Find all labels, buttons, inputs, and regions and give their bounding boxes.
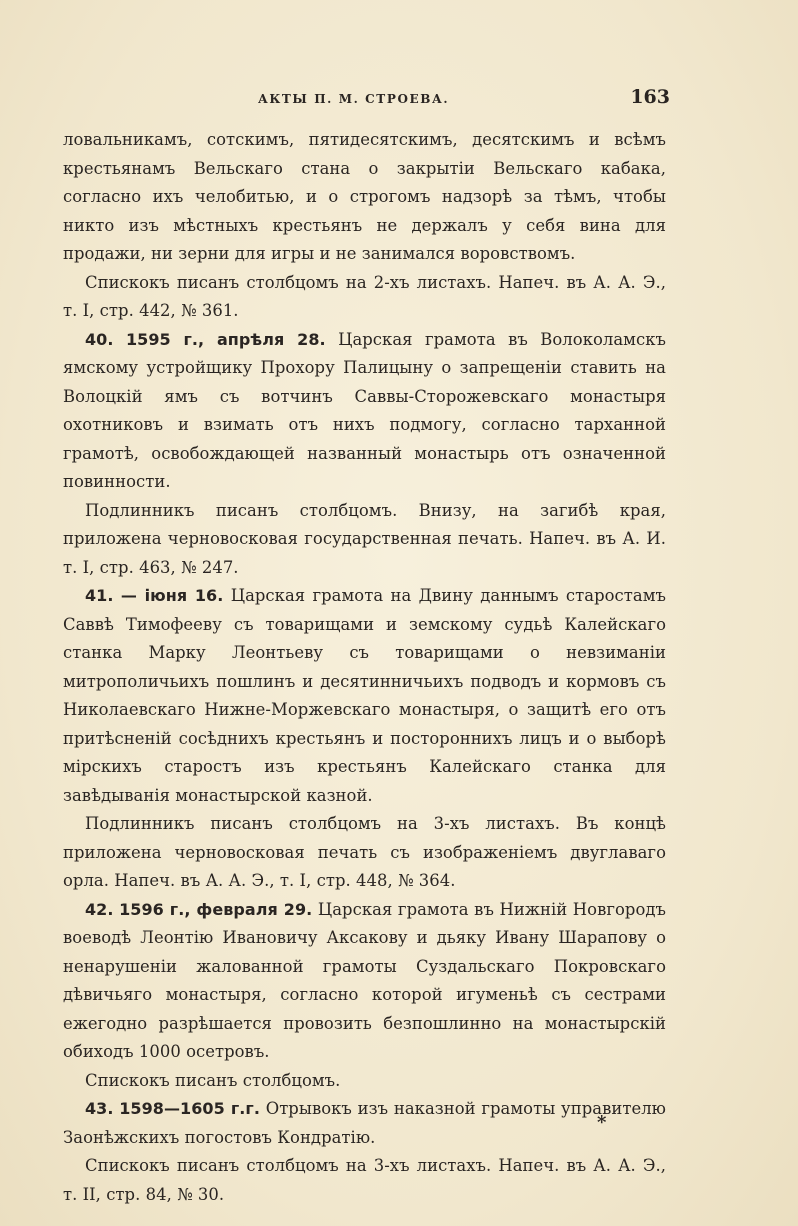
source-note: Спискокъ писанъ столбцомъ на 2-хъ листахъ. Напеч. въ А. А. Э., т. I, стр. 442, № 361. (63, 272, 666, 320)
entry-41: 41. — іюня 16. Царская грамота на Двину даннымъ старостамъ Саввѣ Тимофееву съ товарищами и земскому судьѣ Калейскаго станка Марку Леонтьеву съ товарищами о невзиманіи митрополичьихъ пошлинъ и десятинничьихъ подводъ и кормовъ съ Николаевскаго Нижне-Моржевскаго монастыря, о защитѣ его отъ притѣсненій сосѣднихъ крестьянъ и постороннихъ лицъ и о выборѣ мірскихъ старостъ изъ крестьянъ Калейскаго станка для завѣдыванія монастырской казной. (63, 586, 666, 805)
source-note: Подлинникъ писанъ столбцомъ. Внизу, на загибѣ края, приложена черновосковая государственная печать. Напеч. въ А. И. т. I, стр. 463, № 247. (63, 500, 666, 577)
entry-date: 1598—1605 г.г. (119, 1099, 260, 1118)
source-note: Спискокъ писанъ столбцомъ. (85, 1070, 341, 1090)
body-text (63, 126, 666, 1209)
entry-date: 1596 г., февраля 29. (119, 899, 313, 919)
entry-number: 40. (85, 329, 114, 349)
page-number: 163 (630, 86, 670, 108)
source-note: Подлинникъ писанъ столбцомъ на 3-хъ листахъ. Въ концѣ приложена черновосковая печать съ изображеніемъ двуглаваго орла. Напеч. въ А. А. Э., т. I, стр. 448, № 364. (63, 814, 666, 890)
entry-number: 42. (85, 899, 114, 919)
source-note: Спискокъ писанъ столбцомъ на 3-хъ листахъ. Напеч. въ А. А. Э., т. II, стр. 84, № 30. (63, 1156, 666, 1204)
entry-date: — іюня 16. (120, 586, 224, 605)
asterisk-mark: * (597, 1112, 607, 1133)
entry-43: 43. 1598—1605 г.г. Отрывокъ изъ наказной грамоты управителю Заонѣжскихъ погостовъ Кондратію. (63, 1099, 666, 1147)
entry-number: 41. (85, 586, 114, 605)
running-title: АКТЫ П. М. СТРОЕВА. (258, 92, 450, 106)
entry-date: 1595 г., апрѣля 28. (125, 329, 326, 349)
paragraph-continuation: ловальникамъ, сотскимъ, пятидесятскимъ, десятскимъ и всѣмъ крестьянамъ Вельскаго стана о закрытіи Вельскаго кабака, согласно ихъ челобитью, и о строгомъ надзорѣ за тѣмъ, чтобы никто изъ мѣстныхъ крестьянъ не держалъ у себя вина для продажи, ни зерни для игры и не занимался воровствомъ. (63, 130, 666, 263)
entry-number: 43. (85, 1099, 114, 1118)
page-header (40, 86, 670, 116)
entry-40: 40. 1595 г., апрѣля 28. Царская грамота въ Волоколамскъ ямскому устройщику Прохору Палицыну о запрещеніи ставить на Волоцкій ямъ съ вотчинъ Саввы-Сторожевскаго монастыря охотниковъ и взимать отъ нихъ подмогу, согласно тарханной грамотѣ, освобождающей названный монастырь отъ означенной повинности. (63, 329, 666, 491)
entry-42: 42. 1596 г., февраля 29. Царская грамота въ Нижній Новгородъ воеводѣ Леонтію Ивановичу Аксакову и дьяку Ивану Шарапову о ненарушеніи жалованной грамоты Суздальскаго Покровскаго дѣвичьяго монастыря, согласно которой игуменьѣ съ сестрами ежегодно разрѣшается провозить безпошлинно на монастырскій обиходъ 1000 осетровъ. (63, 899, 666, 1061)
